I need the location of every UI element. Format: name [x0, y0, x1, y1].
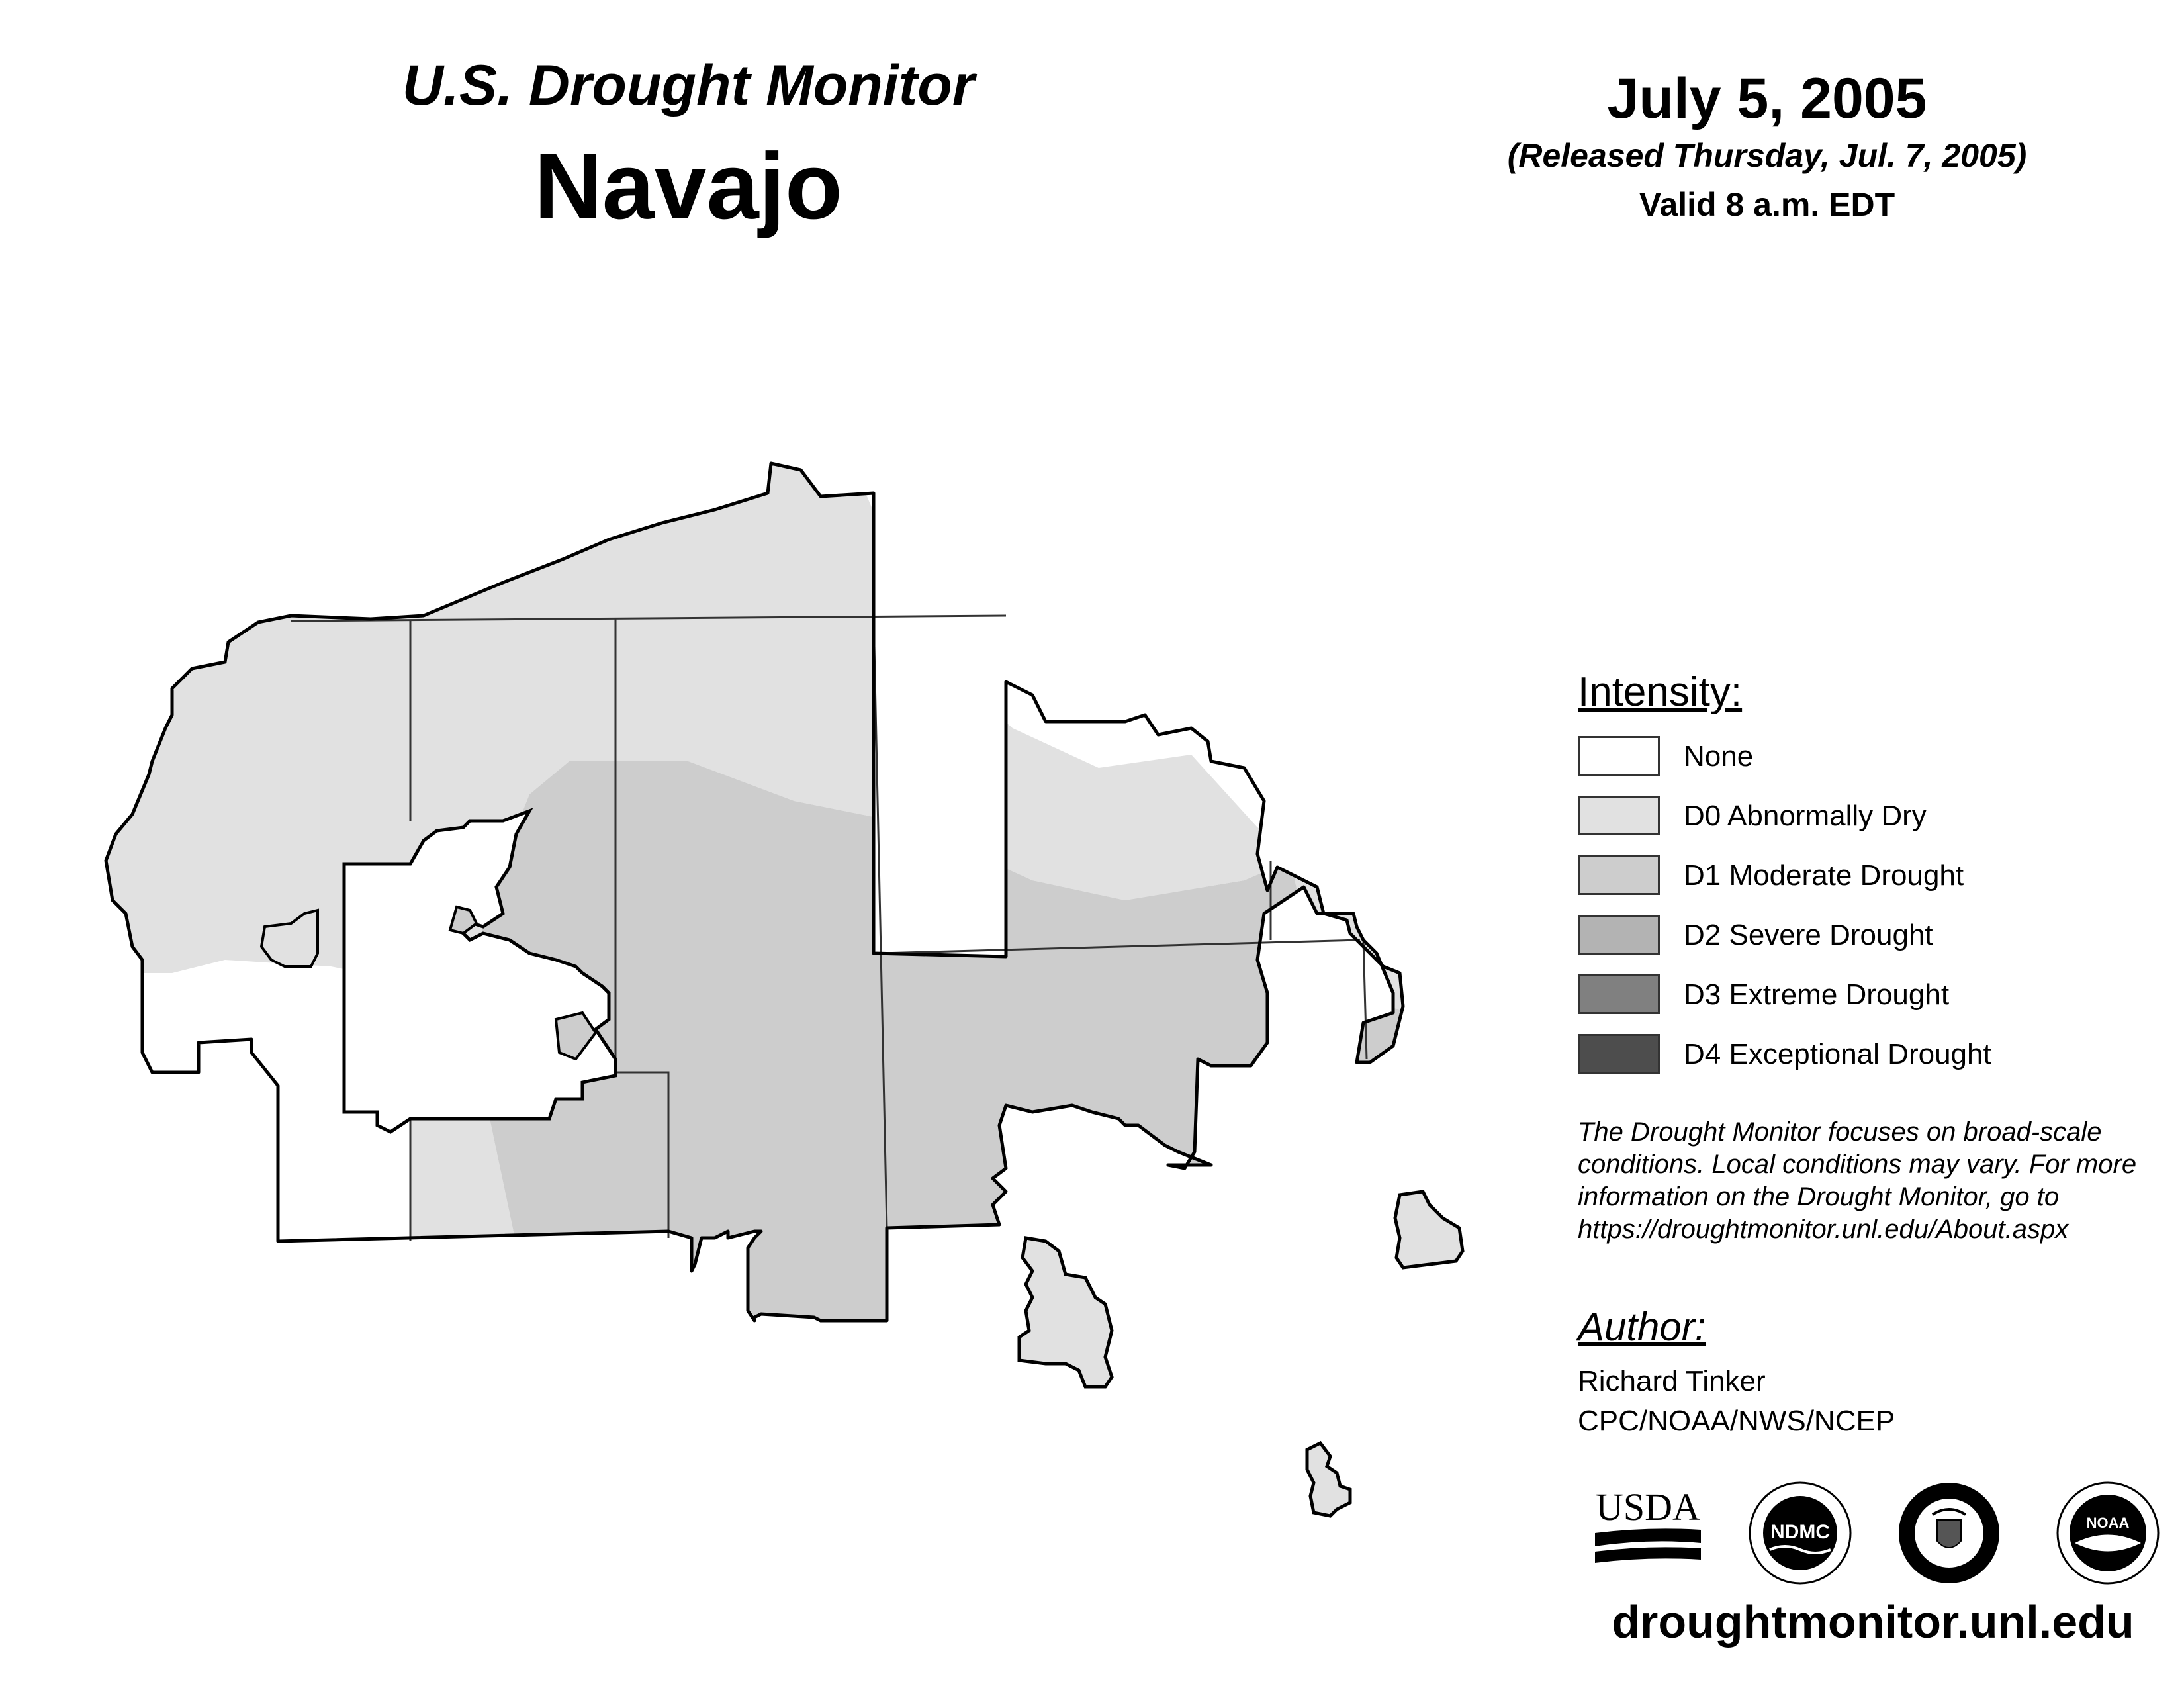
legend-label: D0 Abnormally Dry	[1684, 800, 1927, 832]
release-date: (Released Thursday, Jul. 7, 2005)	[1507, 137, 2027, 174]
disclaimer-line: conditions. Local conditions may vary. For more	[1578, 1150, 2137, 1179]
footer-website-link[interactable]: droughtmonitor.unl.edu	[1612, 1596, 2134, 1648]
ndmc-logo	[1747, 1480, 1853, 1586]
disclaimer-line: The Drought Monitor focuses on broad-scale	[1578, 1117, 2102, 1147]
disclaimer-line: information on the Drought Monitor, go to	[1578, 1182, 2060, 1211]
legend-heading: Intensity:	[1578, 669, 1743, 715]
disclaimer-link[interactable]: https://droughtmonitor.unl.edu/About.aspx	[1578, 1215, 2069, 1244]
legend-swatch	[1578, 1034, 1660, 1074]
usda-logo	[1588, 1480, 1707, 1573]
parcel-alamo	[1307, 1443, 1350, 1516]
usda-logo-text: USDA	[1596, 1485, 1700, 1528]
ndmc-logo-text: NDMC	[1770, 1521, 1830, 1543]
noaa-logo-text: NOAA	[2086, 1515, 2130, 1531]
legend-label: None	[1684, 740, 1754, 773]
parcel-canoncito	[1395, 1192, 1463, 1268]
region-name: Navajo	[534, 134, 842, 239]
disclaimer-text	[1578, 1116, 2173, 1246]
author-name: Richard Tinker	[1578, 1365, 1766, 1397]
map-date: July 5, 2005	[1607, 67, 1927, 130]
legend-swatch	[1578, 915, 1660, 955]
valid-time: Valid 8 a.m. EDT	[1639, 186, 1895, 223]
legend-label: D1 Moderate Drought	[1684, 859, 1964, 892]
legend-swatch	[1578, 736, 1660, 776]
author-heading: Author:	[1578, 1305, 1706, 1349]
author-org: CPC/NOAA/NWS/NCEP	[1578, 1405, 1895, 1437]
noaa-logo	[2055, 1480, 2161, 1586]
legend-label: D4 Exceptional Drought	[1684, 1038, 1991, 1070]
legend-swatch	[1578, 855, 1660, 895]
legend-label: D3 Extreme Drought	[1684, 978, 1950, 1011]
map-title: U.S. Drought Monitor	[402, 54, 975, 117]
parcel-ramah	[1019, 1238, 1112, 1387]
legend-swatch	[1578, 974, 1660, 1014]
legend-swatch	[1578, 796, 1660, 835]
legend-label: D2 Severe Drought	[1684, 919, 1933, 951]
commerce-seal	[1896, 1480, 2002, 1586]
